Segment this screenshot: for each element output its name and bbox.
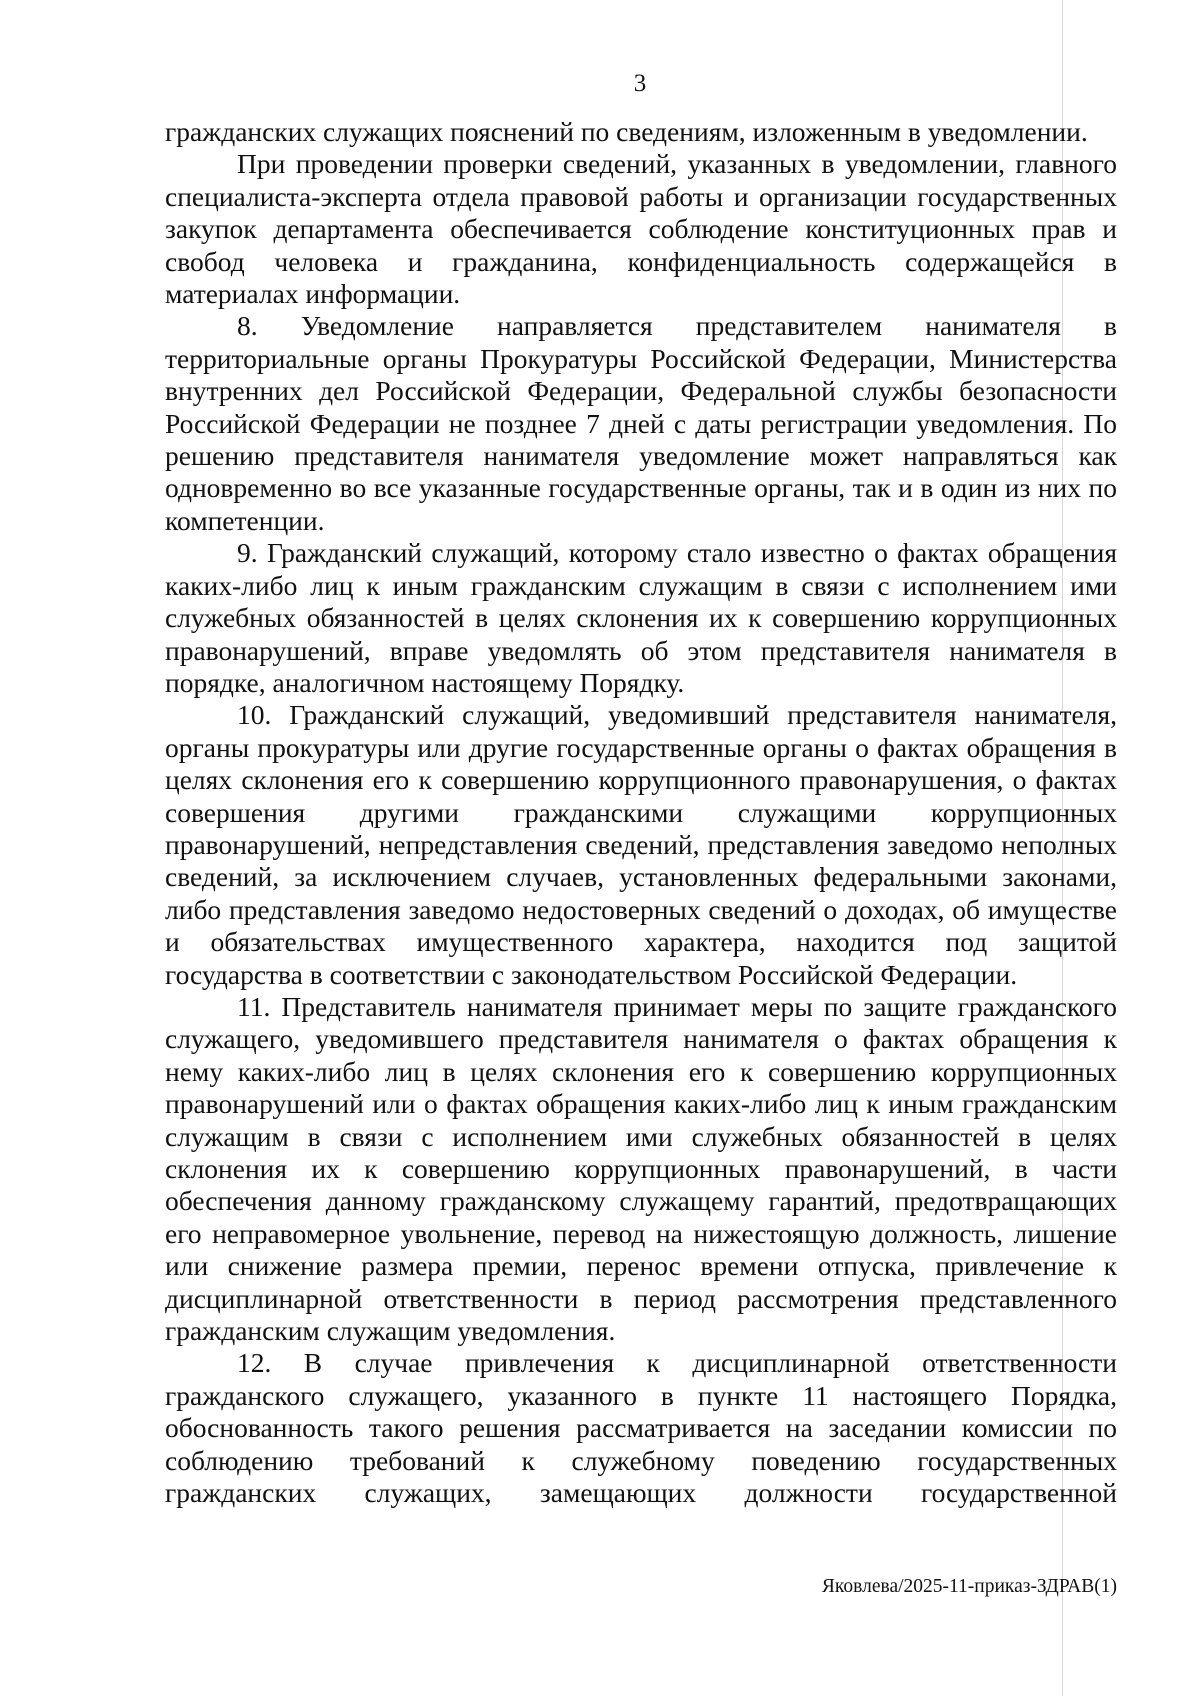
paragraph-item-10: 10. Гражданский служащий, уведомивший представителя нанимателя, органы прокуратуры или другие государственные органы о фактах обращения в целях склонения его к совершению коррупционного правонарушения, о фактах совершения другими гражданскими служащими коррупционных правонарушений, непредставления сведений, представления заведомо неполных сведений, за исключением случаев, установленных федеральными законами, либо представления заведомо недостоверных сведений о доходах, об имуществе и обязательствах имущественного характера, находится под защитой государства в соответствии с законодательством Российской Федерации. [165, 699, 1117, 990]
paragraph-item-12: 12. В случае привлечения к дисциплинарной ответственности гражданского служащего, указанного в пункте 11 настоящего Порядка, обоснованность такого решения рассматривается на заседании комиссии по соблюдению требований к служебному поведению государственных гражданских служащих, замещающих должности государственной [165, 1347, 1117, 1509]
paragraph-verification: При проведении проверки сведений, указанных в уведомлении, главного специалиста-эксперта отдела правовой работы и организации государственных закупок департамента обеспечивается соблюдение конституционных прав и свобод человека и гражданина, конфиденциальность содержащейся в материалах информации. [165, 148, 1117, 310]
paragraph-item-8: 8. Уведомление направляется представителем нанимателя в территориальные органы Прокуратуры Российской Федерации, Министерства внутренних дел Российской Федерации, Федеральной службы безопасности Российской Федерации не позднее 7 дней с даты регистрации уведомления. По решению представителя нанимателя уведомление может направляться как одновременно во все указанные государственные органы, так и в один из них по компетенции. [165, 310, 1117, 536]
paragraph-item-11: 11. Представитель нанимателя принимает меры по защите гражданского служащего, уведомившего представителя нанимателя о фактах обращения к нему каких-либо лиц в целях склонения его к совершению коррупционных правонарушений или о фактах обращения каких-либо лиц к иным гражданским служащим в связи с исполнением ими служебных обязанностей в целях склонения их к совершению коррупционных правонарушений, в части обеспечения данному гражданскому служащему гарантий, предотвращающих его неправомерное увольнение, перевод на нижестоящую должность, лишение или снижение размера премии, перенос времени отпуска, привлечение к дисциплинарной ответственности в период рассмотрения представленного гражданским служащим уведомления. [165, 990, 1117, 1347]
document-body [165, 116, 1117, 1509]
page-number: 3 [633, 70, 647, 97]
document-footer-id: Яковлева/2025-11-приказ-ЗДРАВ(1) [821, 1576, 1117, 1597]
paragraph-continued: гражданских служащих пояснений по сведениям, изложенным в уведомлении. [165, 116, 1088, 147]
paragraph-item-9: 9. Гражданский служащий, которому стало известно о фактах обращения каких-либо лиц к иным гражданским служащим в связи с исполнением ими служебных обязанностей в целях склонения их к совершению коррупционных правонарушений, вправе уведомлять об этом представителя нанимателя в порядке, аналогичном настоящему Порядку. [165, 537, 1117, 698]
